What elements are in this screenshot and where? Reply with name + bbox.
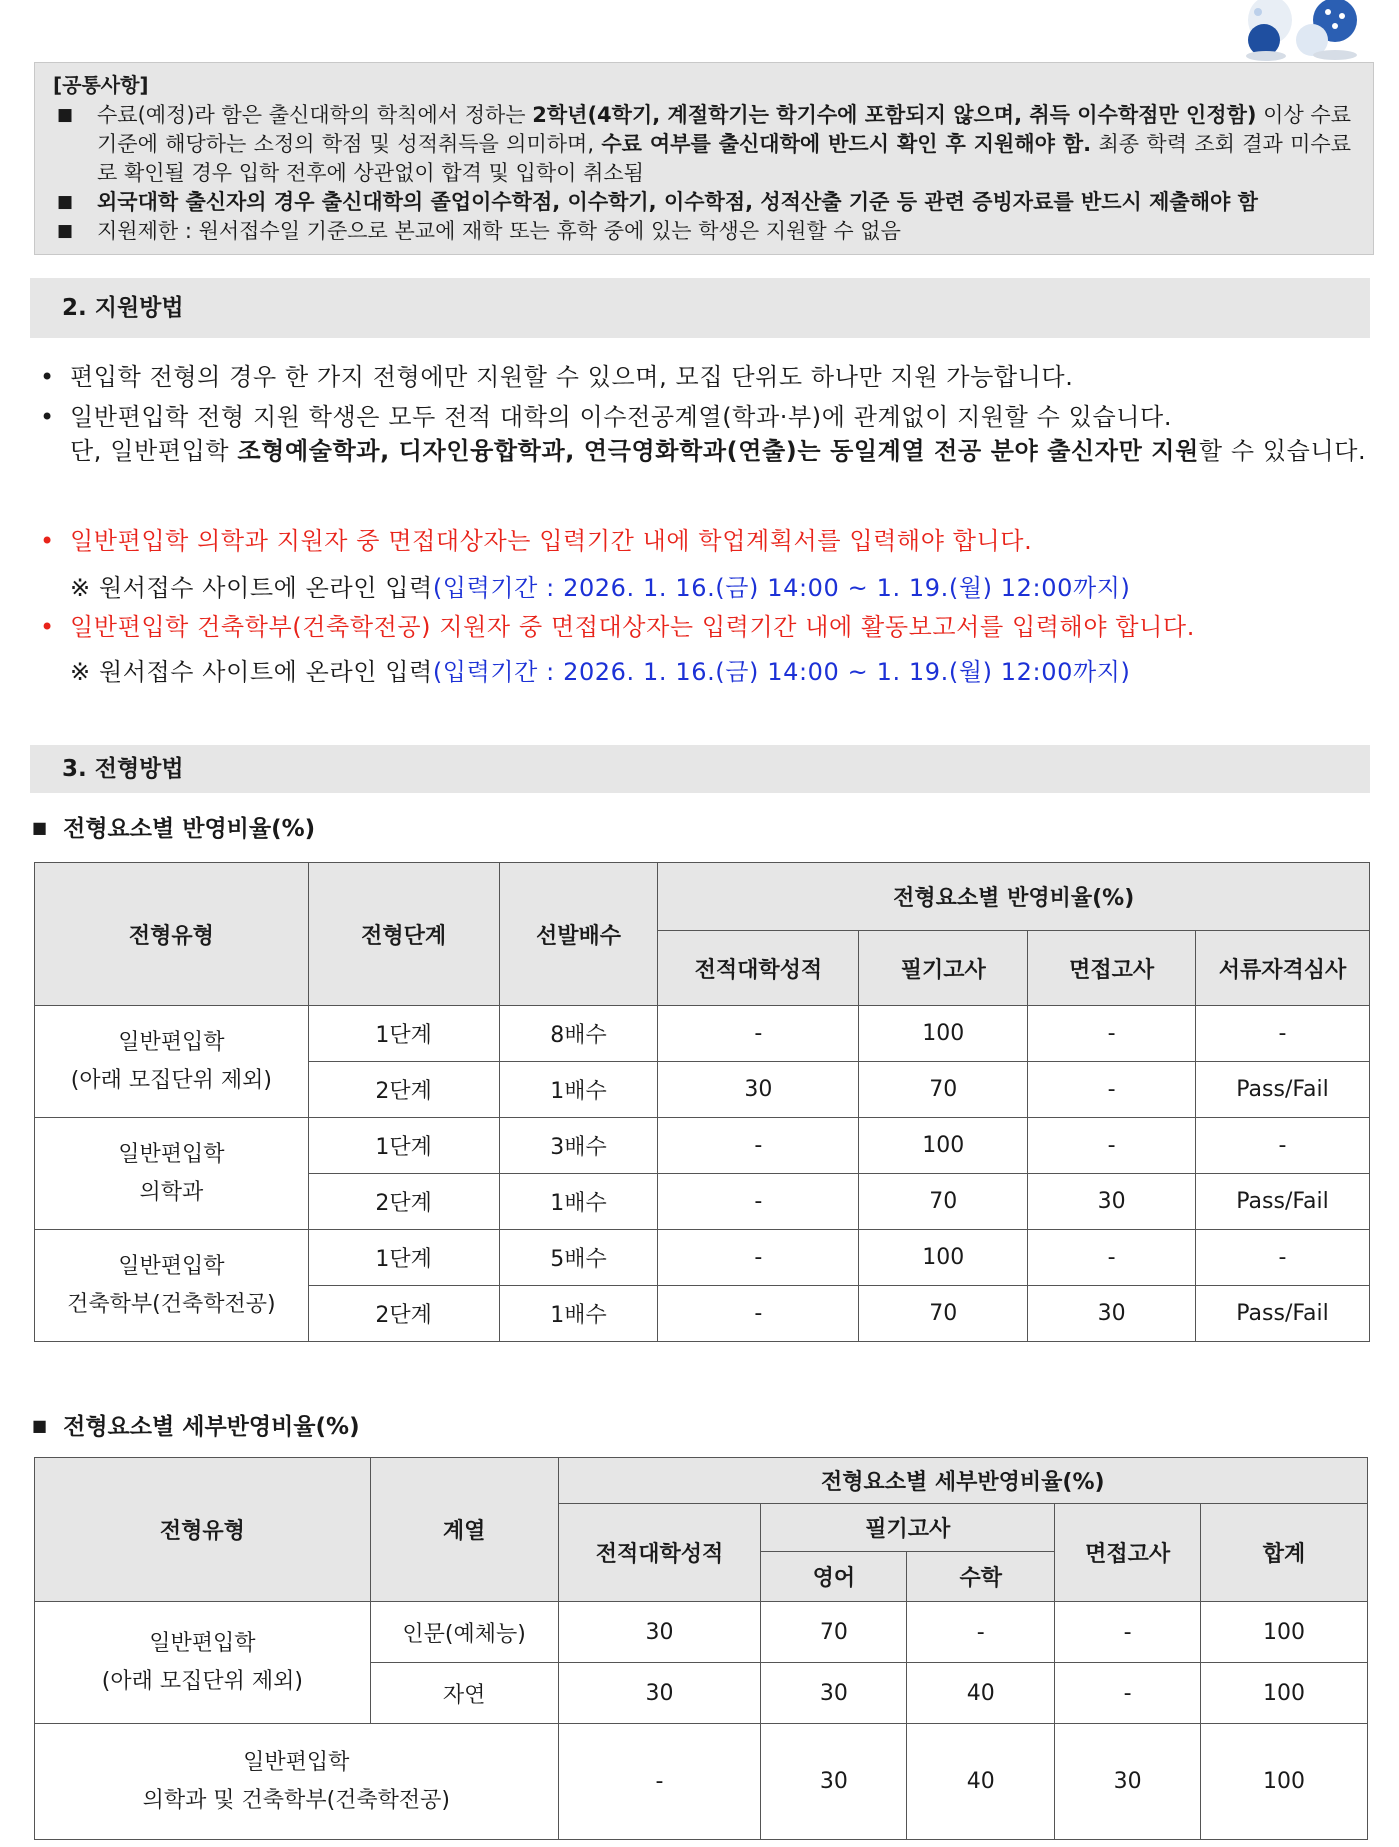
type-cell <box>35 1602 371 1724</box>
cell: Pass/Fail <box>1196 1174 1370 1230</box>
cell: - <box>1196 1006 1370 1062</box>
cell: - <box>658 1286 859 1342</box>
notice-text: 수료(예정)라 함은 출신대학의 학칙에서 정하는 <box>97 103 533 127</box>
header-written: 필기고사 <box>859 931 1028 1006</box>
type-line: 의학과 <box>139 1179 204 1205</box>
cell: 70 <box>761 1602 907 1663</box>
square-bullet-icon: ■ <box>57 221 74 241</box>
type-cell <box>35 1724 559 1840</box>
square-bullet-icon: ■ <box>32 818 48 837</box>
cell: 100 <box>1201 1602 1368 1663</box>
cell: 30 <box>761 1663 907 1724</box>
cell: - <box>1028 1062 1196 1118</box>
bullet-bold-text: 조형예술학과, 디자인융합학과, 연극영화학과(연출)는 동일계열 전공 분야 출신자만 지원 <box>237 437 1199 465</box>
note-text: ※ 원서접수 사이트에 온라인 입력 <box>70 574 433 602</box>
header-group: 전형요소별 반영비율(%) <box>658 863 1370 931</box>
common-notice-box <box>34 62 1374 255</box>
cell: 1단계 <box>308 1006 499 1062</box>
table1-heading <box>32 810 315 843</box>
table-row <box>35 1006 1370 1062</box>
cell: 100 <box>859 1230 1028 1286</box>
header-interview: 면접고사 <box>1055 1504 1201 1602</box>
type-line: 일반편입학 <box>243 1749 350 1775</box>
cell: 30 <box>558 1663 761 1724</box>
type-line: 건축학부(건축학전공) <box>67 1291 276 1317</box>
cell: - <box>907 1602 1055 1663</box>
notice-text: 최종 학력 조회 결과 미수료로 확인될 경우 입학 전후에 상관없이 합격 및 입학이 취소됨 <box>97 132 1351 185</box>
bullet-dot-icon: • <box>40 527 55 555</box>
cell: - <box>1055 1663 1201 1724</box>
bullet-item-red <box>40 610 1370 644</box>
cell: 1단계 <box>308 1230 499 1286</box>
bullet-item <box>40 400 1370 468</box>
header-documents: 서류자격심사 <box>1196 931 1370 1006</box>
cell: - <box>658 1174 859 1230</box>
type-line: 의학과 및 건축학부(건축학전공) <box>142 1787 450 1813</box>
header-gpa: 전적대학성적 <box>558 1504 761 1602</box>
bullet-dot-icon: • <box>40 403 55 431</box>
cell: 1배수 <box>499 1062 658 1118</box>
detail-ratio-table <box>34 1457 1368 1840</box>
cell: 30 <box>1028 1174 1196 1230</box>
cell: 40 <box>907 1663 1055 1724</box>
section-heading-application-method: 2. 지원방법 <box>30 278 1370 338</box>
table-row <box>35 1724 1368 1840</box>
mascot-illustration <box>1240 0 1370 62</box>
cell: - <box>658 1118 859 1174</box>
bullet-dot-icon: • <box>40 363 55 391</box>
cell: - <box>1055 1602 1201 1663</box>
table-row <box>35 1230 1370 1286</box>
table-row <box>35 1118 1370 1174</box>
square-bullet-icon: ■ <box>57 192 74 212</box>
cell: 100 <box>1201 1663 1368 1724</box>
cell: 100 <box>1201 1724 1368 1840</box>
header-group: 전형요소별 세부반영비율(%) <box>558 1458 1367 1504</box>
header-track: 계열 <box>370 1458 558 1602</box>
bullet-dot-icon: • <box>40 613 55 641</box>
type-line: (아래 모집단위 제외) <box>101 1668 303 1694</box>
square-bullet-icon: ■ <box>32 1416 48 1435</box>
type-line: 일반편입학 <box>118 1029 225 1055</box>
notice-text: 지원제한 : 원서접수일 기준으로 본교에 재학 또는 휴학 중에 있는 학생은 지원할 수 없음 <box>97 219 901 243</box>
cell: 30 <box>761 1724 907 1840</box>
cell: - <box>658 1006 859 1062</box>
bullet-text: 편입학 전형의 경우 한 가지 전형에만 지원할 수 있으며, 모집 단위도 하나만 지원 가능합니다. <box>70 363 1074 391</box>
header-math: 수학 <box>907 1552 1055 1602</box>
note-line <box>70 568 1131 603</box>
notice-bold-text: 외국대학 출신자의 경우 출신대학의 졸업이수학점, 이수학기, 이수학점, 성적산출 기준 등 관련 증빙자료를 반드시 제출해야 함 <box>97 190 1258 214</box>
table2-heading <box>32 1408 360 1441</box>
table1-heading-text: 전형요소별 반영비율(%) <box>63 816 316 842</box>
header-interview: 면접고사 <box>1028 931 1196 1006</box>
bullet-item <box>40 360 1370 394</box>
table2-heading-text: 전형요소별 세부반영비율(%) <box>63 1414 360 1440</box>
bullet-text: 일반편입학 의학과 지원자 중 면접대상자는 입력기간 내에 학업계획서를 입력해야 합니다. <box>70 527 1033 555</box>
cell: 100 <box>859 1006 1028 1062</box>
header-type: 전형유형 <box>35 1458 371 1602</box>
note-text: ※ 원서접수 사이트에 온라인 입력 <box>70 658 433 686</box>
cell: Pass/Fail <box>1196 1286 1370 1342</box>
cell: 1배수 <box>499 1174 658 1230</box>
cell: - <box>1028 1230 1196 1286</box>
note-line <box>70 652 1131 687</box>
type-cell <box>35 1118 309 1230</box>
cell: 3배수 <box>499 1118 658 1174</box>
common-notice-title: [공통사항] <box>53 73 149 97</box>
cell: 2단계 <box>308 1174 499 1230</box>
cell: - <box>1028 1006 1196 1062</box>
bullet-text <box>40 400 1370 468</box>
cell: 40 <box>907 1724 1055 1840</box>
common-notice-item <box>53 101 1351 188</box>
cell: 8배수 <box>499 1006 658 1062</box>
cell: 1배수 <box>499 1286 658 1342</box>
cell: 30 <box>558 1602 761 1663</box>
note-period-text: (입력기간 : 2026. 1. 16.(금) 14:00 ~ 1. 19.(월) 12:00까지) <box>432 574 1131 602</box>
bullet-line: 일반편입학 전형 지원 학생은 모두 전적 대학의 이수전공계열(학과·부)에 관계없이 지원할 수 있습니다. <box>70 403 1173 431</box>
header-total: 합계 <box>1201 1504 1368 1602</box>
cell: - <box>558 1724 761 1840</box>
cell: 30 <box>1055 1724 1201 1840</box>
note-period-text: (입력기간 : 2026. 1. 16.(금) 14:00 ~ 1. 19.(월) 12:00까지) <box>432 658 1131 686</box>
bullet-line: 단, 일반편입학 <box>70 437 238 465</box>
type-line: 일반편입학 <box>149 1630 256 1656</box>
cell: 2단계 <box>308 1062 499 1118</box>
common-notice-item <box>53 217 1351 246</box>
type-cell <box>35 1006 309 1118</box>
square-bullet-icon: ■ <box>57 105 74 125</box>
type-cell <box>35 1230 309 1342</box>
header-gpa: 전적대학성적 <box>658 931 859 1006</box>
cell: 70 <box>859 1062 1028 1118</box>
type-line: 일반편입학 <box>118 1253 225 1279</box>
section-heading-selection-method: 3. 전형방법 <box>30 745 1370 793</box>
header-type: 전형유형 <box>35 863 309 1006</box>
cell: - <box>1028 1118 1196 1174</box>
ratio-table <box>34 862 1370 1342</box>
header-multiplier: 선발배수 <box>499 863 658 1006</box>
bullet-text: 일반편입학 건축학부(건축학전공) 지원자 중 면접대상자는 입력기간 내에 활동보고서를 입력해야 합니다. <box>70 613 1195 641</box>
cell: 70 <box>859 1174 1028 1230</box>
cell: 1단계 <box>308 1118 499 1174</box>
table-row <box>35 1602 1368 1663</box>
notice-text: 이상 수료 기준에 해당하는 소정의 학점 및 성적취득을 의미하며, <box>97 103 1352 156</box>
cell: - <box>1196 1230 1370 1286</box>
cell: 30 <box>658 1062 859 1118</box>
bullet-item-red <box>40 524 1370 558</box>
notice-bold-text: 2학년(4학기, 계절학기는 학기수에 포함되지 않으며, 취득 이수학점만 인정함) <box>532 103 1257 127</box>
bullet-line: 할 수 있습니다. <box>1198 437 1367 465</box>
cell: 자연 <box>370 1663 558 1724</box>
cell: - <box>658 1230 859 1286</box>
header-english: 영어 <box>761 1552 907 1602</box>
notice-bold-text: 수료 여부를 출신대학에 반드시 확인 후 지원해야 함. <box>601 132 1092 156</box>
type-line: (아래 모집단위 제외) <box>70 1067 272 1093</box>
cell: 2단계 <box>308 1286 499 1342</box>
cell: 70 <box>859 1286 1028 1342</box>
type-line: 일반편입학 <box>118 1141 225 1167</box>
cell: 인문(예체능) <box>370 1602 558 1663</box>
header-written: 필기고사 <box>761 1504 1055 1552</box>
cell: 5배수 <box>499 1230 658 1286</box>
cell: 100 <box>859 1118 1028 1174</box>
common-notice-item <box>53 188 1351 217</box>
header-stage: 전형단계 <box>308 863 499 1006</box>
cell: Pass/Fail <box>1196 1062 1370 1118</box>
cell: - <box>1196 1118 1370 1174</box>
cell: 30 <box>1028 1286 1196 1342</box>
